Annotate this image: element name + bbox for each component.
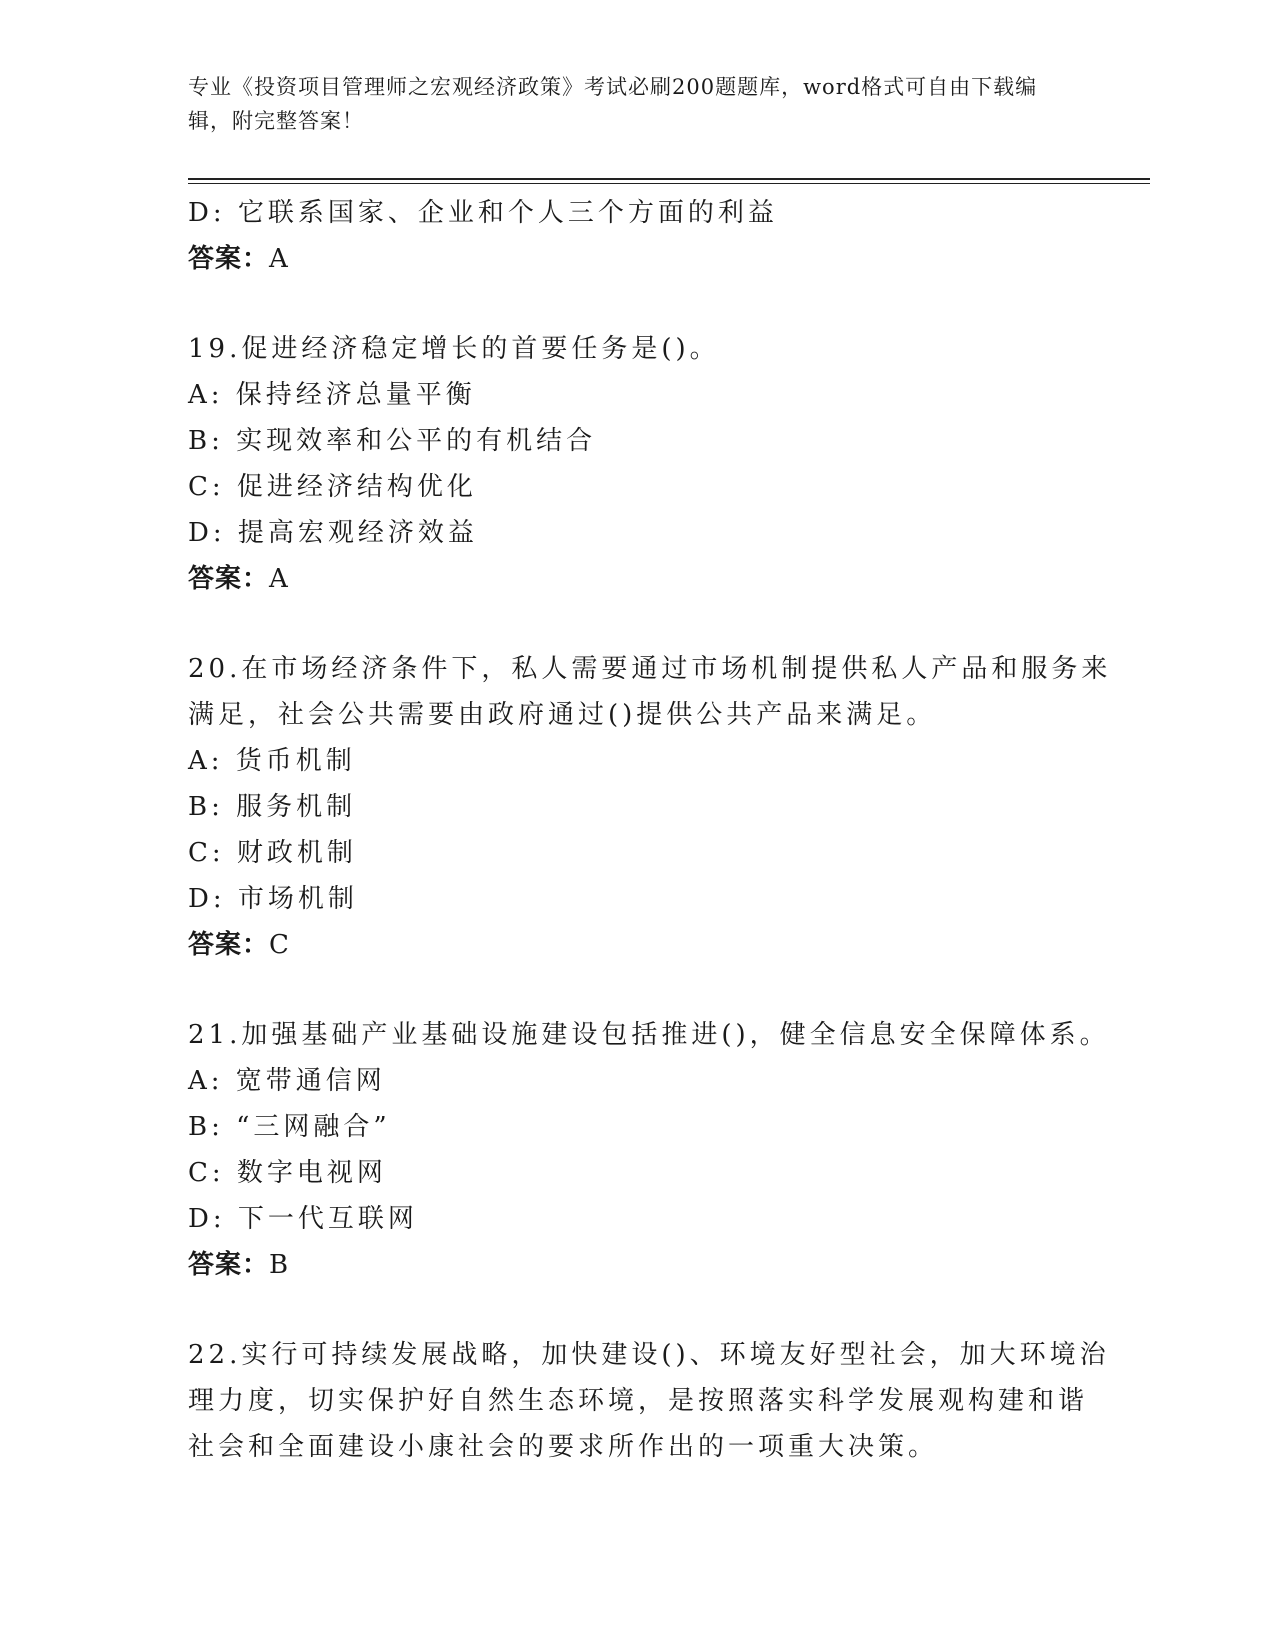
question-list	[188, 190, 1112, 1470]
answer-line	[188, 922, 1088, 968]
option-a: A: 宽带通信网	[188, 1066, 386, 1096]
answer-label: 答案：	[188, 1250, 270, 1280]
header-divider-thin	[188, 183, 1150, 184]
answer-value: A	[269, 244, 289, 274]
question-block-19	[188, 326, 1088, 602]
option-b: B: “三网融合”	[188, 1112, 391, 1142]
spacer	[188, 1288, 1088, 1332]
option-d: D: 提高宏观经济效益	[188, 518, 478, 548]
question-text-line-2: 理力度，切实保护好自然生态环境，是按照落实科学发展观构建和谐	[188, 1386, 1089, 1416]
option-d: D: 它联系国家、企业和个人三个方面的利益	[188, 198, 778, 228]
answer-label: 答案：	[188, 564, 270, 594]
question-block-21	[188, 1012, 1110, 1288]
option-c: C: 财政机制	[188, 838, 357, 868]
question-block-20	[188, 646, 1112, 968]
option-b: B: 服务机制	[188, 792, 357, 822]
question-text: 21.加强基础产业基础设施建设包括推进()，健全信息安全保障体系。	[188, 1020, 1110, 1050]
question-text-line-3: 社会和全面建设小康社会的要求所作出的一项重大决策。	[188, 1432, 939, 1462]
answer-line	[188, 236, 1088, 282]
question-text-line-1: 20.在市场经济条件下，私人需要通过市场机制提供私人产品和服务来	[188, 654, 1112, 684]
answer-line	[188, 556, 1088, 602]
question-text-line-1: 22.实行可持续发展战略，加快建设()、环境友好型社会，加大环境治	[188, 1340, 1110, 1370]
document-header	[188, 70, 1068, 138]
question-block-22	[188, 1332, 1110, 1470]
option-d: D: 下一代互联网	[188, 1204, 418, 1234]
option-a: A: 货币机制	[188, 746, 356, 776]
option-c: C: 数字电视网	[188, 1158, 387, 1188]
answer-value: B	[269, 1250, 290, 1280]
answer-label: 答案：	[188, 244, 270, 274]
option-b: B: 实现效率和公平的有机结合	[188, 426, 597, 456]
question-block-18	[188, 190, 1088, 282]
spacer	[188, 968, 1088, 1012]
header-divider-thick	[188, 178, 1150, 180]
option-d: D: 市场机制	[188, 884, 358, 914]
question-text: 19.促进经济稳定增长的首要任务是()。	[188, 334, 720, 364]
header-text: 专业《投资项目管理师之宏观经济政策》考试必刷200题题库，word格式可自由下载编辑，附完整答案！	[188, 75, 1038, 133]
answer-value: C	[269, 930, 290, 960]
answer-label: 答案：	[188, 930, 270, 960]
spacer	[188, 602, 1088, 646]
option-a: A: 保持经济总量平衡	[188, 380, 476, 410]
answer-line	[188, 1242, 1088, 1288]
answer-value: A	[269, 564, 289, 594]
option-c: C: 促进经济结构优化	[188, 472, 477, 502]
question-text-line-2: 满足，社会公共需要由政府通过()提供公共产品来满足。	[188, 700, 937, 730]
spacer	[188, 282, 1088, 326]
